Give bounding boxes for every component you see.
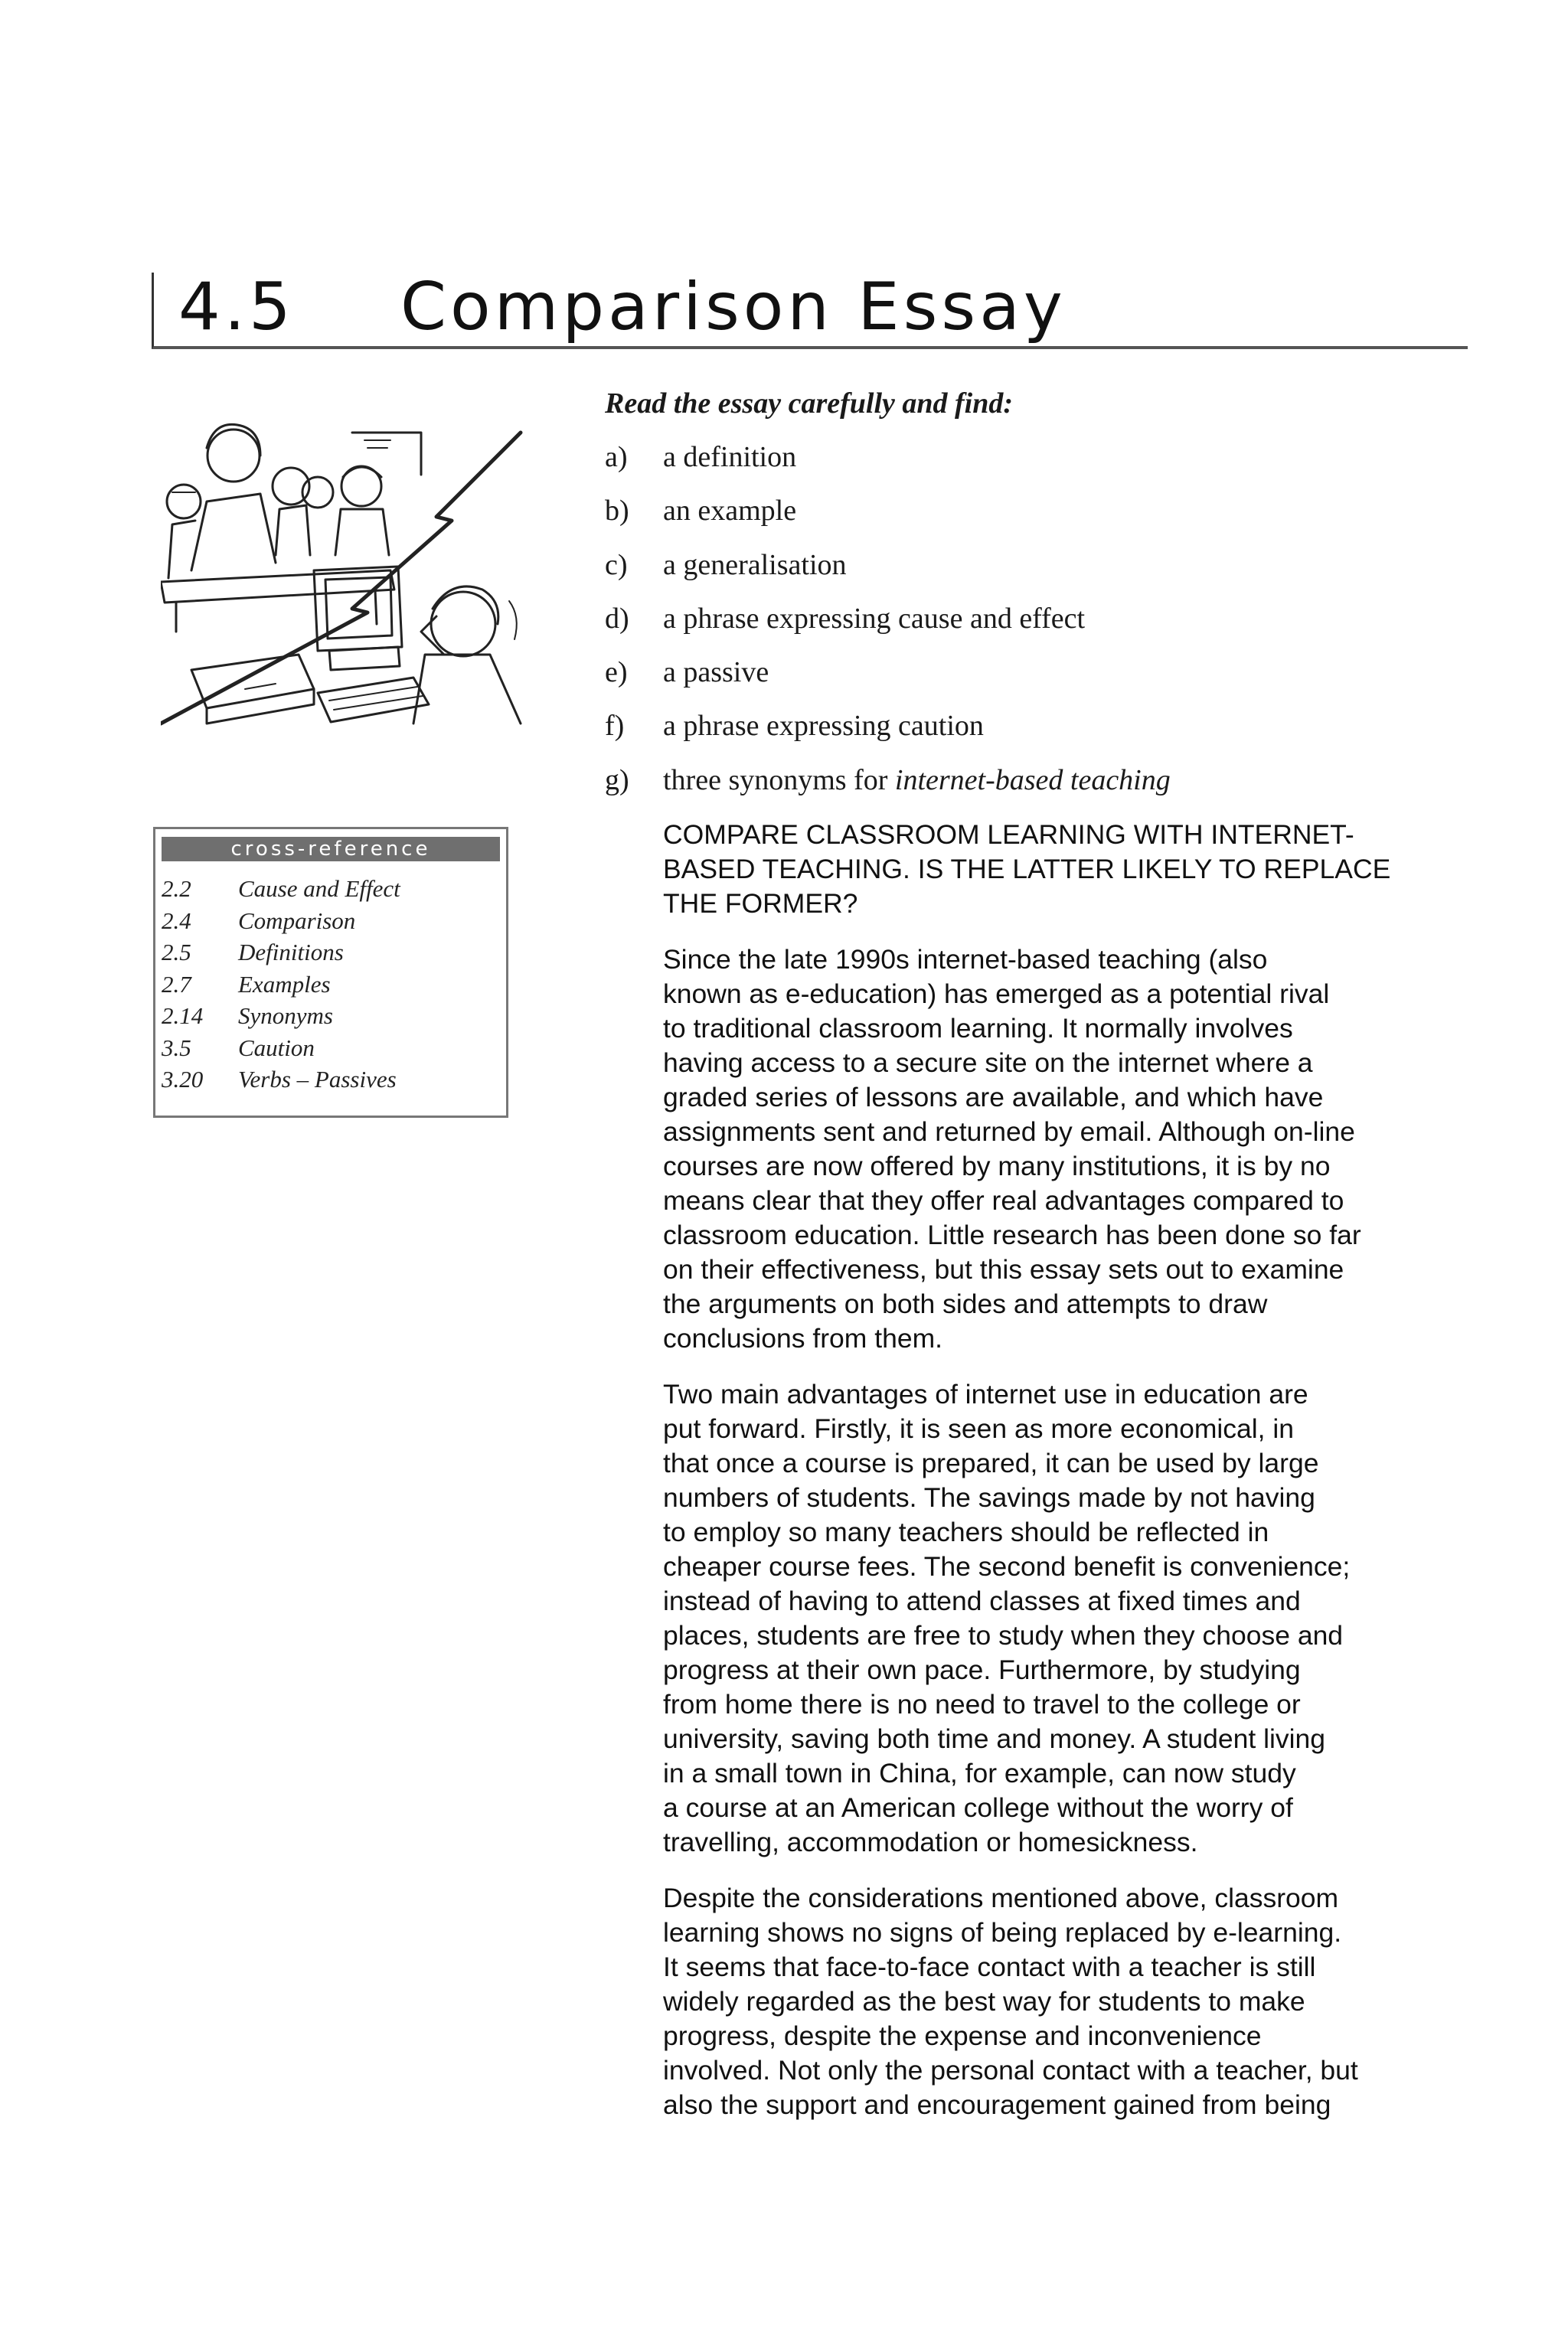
cross-reference-item	[162, 1002, 400, 1034]
cross-reference-number: 2.5	[162, 939, 191, 965]
task-letter: e)	[605, 656, 628, 689]
task-letter: b)	[605, 495, 629, 528]
cross-reference-number: 2.7	[162, 970, 191, 998]
task-text: a generalisation	[663, 548, 847, 581]
task-letter: g)	[605, 763, 629, 796]
task-text: a passive	[663, 656, 769, 689]
cross-reference-list	[162, 875, 400, 1098]
task-item	[605, 709, 1171, 763]
cross-reference-number: 3.20	[162, 1066, 204, 1093]
task-item	[605, 548, 1171, 602]
task-letter: c)	[605, 548, 628, 581]
task-text: three synonyms for	[663, 763, 895, 796]
task-text: a phrase expressing caution	[663, 710, 984, 743]
cross-reference-title: Examples	[238, 970, 331, 998]
task-list	[605, 440, 1171, 817]
task-item	[605, 494, 1171, 547]
task-letter: f)	[605, 710, 625, 743]
cross-reference-number: 2.4	[162, 906, 191, 934]
cross-reference-item	[162, 875, 400, 907]
task-text: a phrase expressing cause and effect	[663, 602, 1086, 635]
cross-reference-title: Verbs – Passives	[238, 1066, 397, 1093]
cross-reference-item	[162, 907, 400, 939]
task-item	[605, 655, 1171, 709]
section-number: 4.5	[178, 269, 295, 345]
task-letter: d)	[605, 602, 629, 635]
cross-reference-title: Comparison	[238, 906, 356, 934]
task-text: a definition	[663, 441, 797, 473]
essay-paragraph: Despite the considerations mentioned above, classroom learning shows no signs of being replaced by e-learning. It seems that face-to-face contact with a teacher is still widely regarded as the best way for students to make progress, despite the expense and inconvenience involved. Not only the personal contact with a teacher, but also the support and encouragement gained from being	[663, 1883, 1358, 2120]
cross-reference-title: Synonyms	[238, 1002, 333, 1029]
section-header	[152, 269, 1468, 349]
essay-body	[663, 818, 1468, 2144]
task-emphasis: internet-based teaching	[894, 763, 1171, 796]
cross-reference-item	[162, 971, 400, 1003]
cross-reference-number: 2.14	[162, 1002, 204, 1029]
section-title: Comparison Essay	[400, 269, 1067, 345]
essay-paragraph: Two main advantages of internet use in education are put forward. Firstly, it is seen as more economical, in that once a course is prepared, it can be used by large numbers of students. The savings made by not having to employ so many teachers should be reflected in cheaper course fees. The second benefit is convenience; instead of having to attend classes at fixed times and places, students are free to study when they choose and progress at their own pace. Furthermore, by studying from home there is no need to travel to the college or university, saving both time and money. A student living in a small town in China, for example, can now study a course at an American college without the worry of travelling, accommodation or homesickness.	[663, 1379, 1351, 1857]
task-item	[605, 602, 1171, 655]
cross-reference-item	[162, 1066, 400, 1098]
cross-reference-box	[153, 827, 508, 1118]
classroom-computer-illustration	[161, 402, 536, 731]
task-item	[605, 763, 1171, 817]
cross-reference-label: cross-reference	[162, 837, 500, 861]
cross-reference-item	[162, 1034, 400, 1067]
cross-reference-item	[162, 939, 400, 971]
cross-reference-title: Definitions	[238, 939, 344, 965]
essay-title: COMPARE CLASSROOM LEARNING WITH INTERNET- BASED TEACHING. IS THE LATTER LIKELY TO REPLACE THE FORMER?	[663, 819, 1391, 919]
task-item	[605, 440, 1171, 494]
essay-paragraph: Since the late 1990s internet-based teaching (also known as e-education) has emerged as a potential rival to traditional classroom learning. It normally involves having access to a secure site on the internet where a graded series of lessons are available, and which have assignments sent and returned by email. Although on-line courses are now offered by many institutions, it is by no means clear that they offer real advantages compared to classroom education. Little research has been done so far on their effectiveness, but this essay sets out to examine the arguments on both sides and attempts to draw conclusions from them.	[663, 944, 1361, 1354]
cross-reference-title: Cause and Effect	[238, 875, 400, 902]
cross-reference-number: 3.5	[162, 1034, 191, 1061]
task-text: an example	[663, 495, 797, 528]
task-instruction: Read the essay carefully and find:	[605, 387, 1014, 420]
cross-reference-title: Caution	[238, 1034, 315, 1061]
cross-reference-number: 2.2	[162, 875, 191, 902]
task-letter: a)	[605, 441, 628, 473]
